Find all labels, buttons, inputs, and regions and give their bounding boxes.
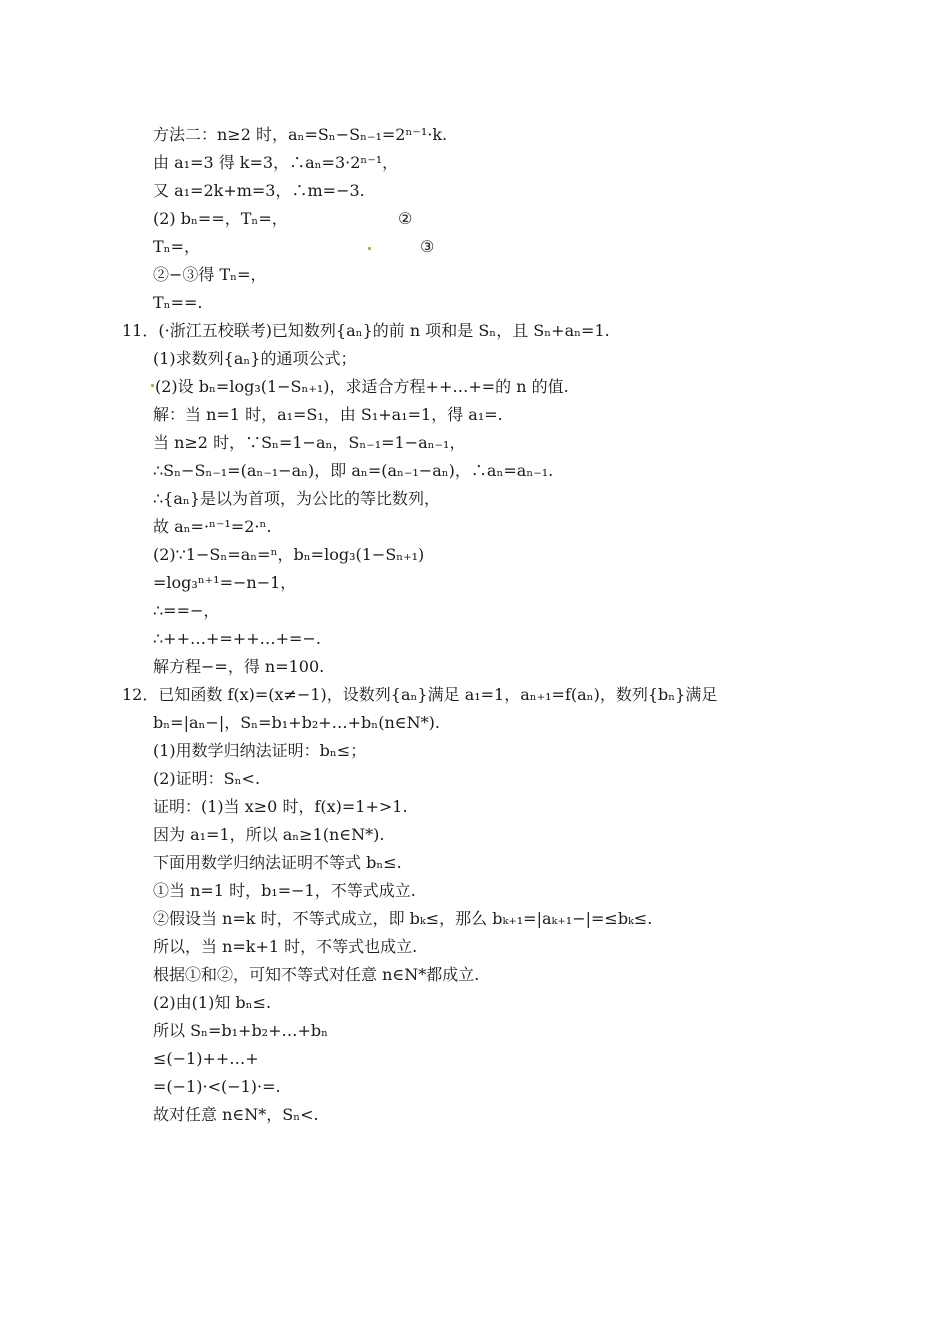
text-line: 又 a₁=2k+m=3，∴m=−3.	[153, 181, 365, 200]
text-line: 当 n≥2 时，∵Sₙ=1−aₙ，Sₙ₋₁=1−aₙ₋₁，	[153, 433, 466, 452]
text-line: 下面用数学归纳法证明不等式 bₙ≤.	[153, 853, 402, 872]
text-line: 解：当 n=1 时，a₁=S₁，由 S₁+a₁=1，得 a₁=.	[153, 405, 503, 424]
scan-speck	[368, 247, 371, 250]
text-line: (1)用数学归纳法证明：bₙ≤；	[153, 741, 367, 760]
text-line: =(−1)·<(−1)·=.	[153, 1077, 281, 1096]
text-line: bₙ=|aₙ−|，Sₙ=b₁+b₂+…+bₙ(n∈N*).	[153, 713, 440, 732]
text-line: (1)求数列{aₙ}的通项公式；	[153, 349, 357, 368]
text-line: 方法二：n≥2 时，aₙ=Sₙ−Sₙ₋₁=2ⁿ⁻¹·k.	[153, 125, 448, 144]
text-line: ②−③得 Tₙ=，	[153, 265, 267, 284]
text-line: 证明：(1)当 x≥0 时，f(x)=1+>1.	[153, 797, 408, 816]
text-line: 故对任意 n∈N*，Sₙ<.	[153, 1105, 319, 1124]
text-line: 所以，当 n=k+1 时，不等式也成立.	[153, 937, 418, 956]
text-line: 解方程−=，得 n=100.	[153, 657, 325, 676]
text-line: 所以 Sₙ=b₁+b₂+…+bₙ	[153, 1021, 329, 1040]
text-line: Tₙ=，	[153, 237, 201, 256]
text-line: (2)∵1−Sₙ=aₙ=ⁿ，bₙ=log₃(1−Sₙ₊₁)	[153, 545, 425, 564]
text-line: 根据①和②，可知不等式对任意 n∈N*都成立.	[153, 965, 480, 984]
text-line: 故 aₙ=·ⁿ⁻¹=2·ⁿ.	[153, 517, 272, 536]
text-line: Tₙ==.	[153, 293, 203, 312]
text-line: ∴{aₙ}是以为首项，为公比的等比数列，	[153, 489, 441, 508]
text-line: 因为 a₁=1，所以 aₙ≥1(n∈N*).	[153, 825, 385, 844]
text-line: (2)设 bₙ=log₃(1−Sₙ₊₁)，求适合方程++…+=的 n 的值.	[155, 377, 569, 396]
text-line: 由 a₁=3 得 k=3，∴aₙ=3·2ⁿ⁻¹，	[153, 153, 399, 172]
text-line: ≤(−1)++…+	[153, 1049, 259, 1068]
scan-speck	[151, 384, 154, 387]
text-line: ②假设当 n=k 时，不等式成立，即 bₖ≤，那么 bₖ₊₁=|aₖ₊₁−|=≤bₖ≤.	[153, 909, 653, 928]
problem-11-title: 11．(·浙江五校联考)已知数列{aₙ}的前 n 项和是 Sₙ，且 Sₙ+aₙ=1.	[122, 321, 610, 340]
text-line: =log₃ⁿ⁺¹=−n−1，	[153, 573, 297, 592]
text-line: (2)证明：Sₙ<.	[153, 769, 261, 788]
equation-marker-2: ②	[398, 209, 413, 228]
problem-12-title: 12．已知函数 f(x)=(x≠−1)，设数列{aₙ}满足 a₁=1，aₙ₊₁=f(aₙ)，数列{bₙ}满足	[122, 685, 718, 704]
text-line: ∴==−，	[153, 601, 220, 620]
text-line: (2)由(1)知 bₙ≤.	[153, 993, 272, 1012]
text-line: ①当 n=1 时，b₁=−1，不等式成立.	[153, 881, 416, 900]
text-line: (2) bₙ==，Tₙ=，	[153, 209, 288, 228]
text-line: ∴Sₙ−Sₙ₋₁=(aₙ₋₁−aₙ)，即 aₙ=(aₙ₋₁−aₙ)，∴aₙ=aₙ₋₁.	[153, 461, 554, 480]
equation-marker-3: ③	[420, 237, 435, 256]
text-line: ∴++…+=++…+=−.	[153, 629, 321, 648]
